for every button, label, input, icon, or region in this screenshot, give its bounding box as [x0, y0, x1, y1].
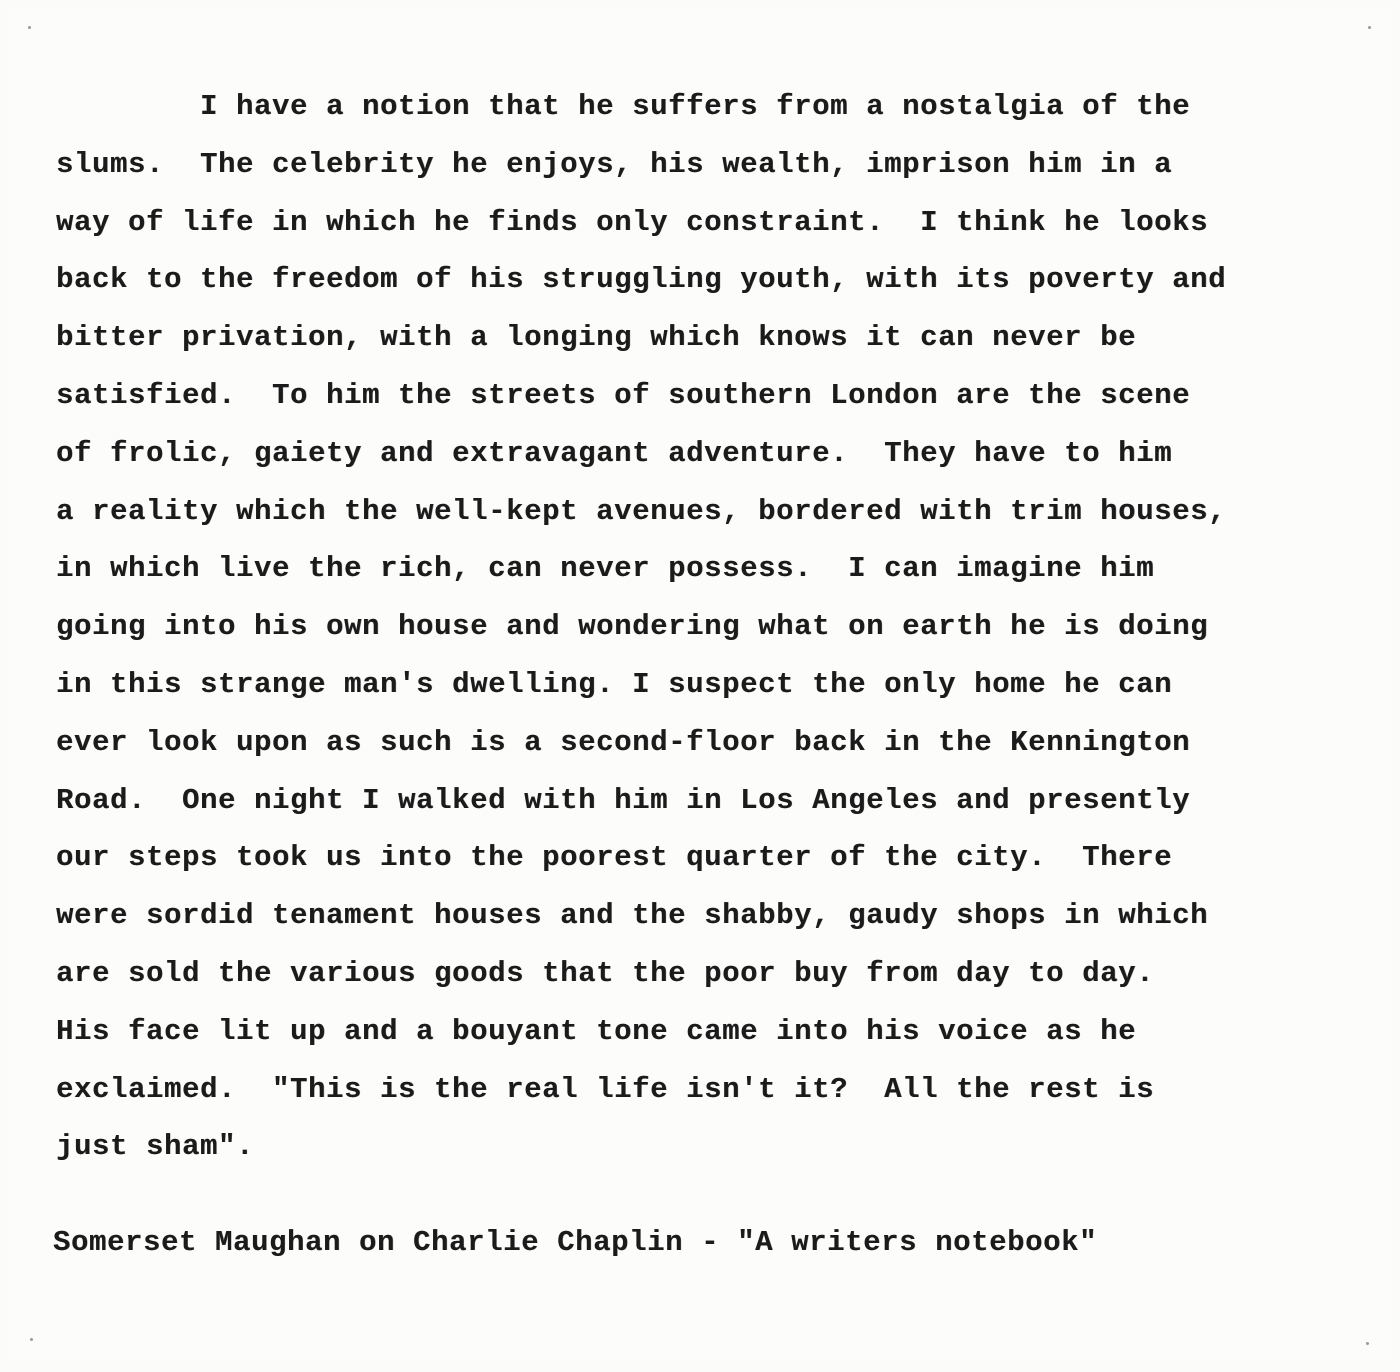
text-line: back to the freedom of his struggling youth, with its poverty and — [56, 263, 1227, 297]
corner-mark — [28, 26, 31, 29]
corner-mark — [1368, 26, 1371, 29]
text-line: Road. One night I walked with him in Los Angeles and presently — [56, 783, 1191, 817]
text-line: ever look upon as such is a second-floor back in the Kennington — [56, 725, 1191, 759]
text-line: a reality which the well-kept avenues, bordered with trim houses, — [56, 494, 1227, 528]
typed-paragraph — [56, 78, 1226, 1176]
text-line: of frolic, gaiety and extravagant adventure. They have to him — [56, 436, 1173, 470]
text-line: in this strange man's dwelling. I suspect the only home he can — [56, 667, 1173, 701]
text-line: just sham". — [56, 1130, 255, 1164]
text-line: in which live the rich, can never possess. I can imagine him — [56, 552, 1155, 586]
attribution-line: Somerset Maughan on Charlie Chaplin - "A writers notebook" — [53, 1226, 1098, 1259]
corner-mark — [30, 1338, 33, 1341]
text-line: bitter privation, with a longing which knows it can never be — [56, 321, 1137, 355]
text-line: way of life in which he finds only constraint. I think he looks — [56, 205, 1209, 239]
corner-mark — [1366, 1342, 1369, 1345]
text-line: going into his own house and wondering what on earth he is doing — [56, 610, 1209, 644]
text-line: our steps took us into the poorest quarter of the city. There — [56, 841, 1173, 875]
text-line: were sordid tenament houses and the shabby, gaudy shops in which — [56, 899, 1209, 933]
text-line: exclaimed. "This is the real life isn't it? All the rest is — [56, 1072, 1155, 1106]
text-line: I have a notion that he suffers from a nostalgia of the — [56, 90, 1191, 123]
text-line: are sold the various goods that the poor buy from day to day. — [56, 956, 1155, 990]
text-line: satisfied. To him the streets of southern London are the scene — [56, 378, 1191, 412]
text-line: His face lit up and a bouyant tone came into his voice as he — [56, 1014, 1137, 1048]
text-line: slums. The celebrity he enjoys, his wealth, imprison him in a — [56, 147, 1173, 181]
